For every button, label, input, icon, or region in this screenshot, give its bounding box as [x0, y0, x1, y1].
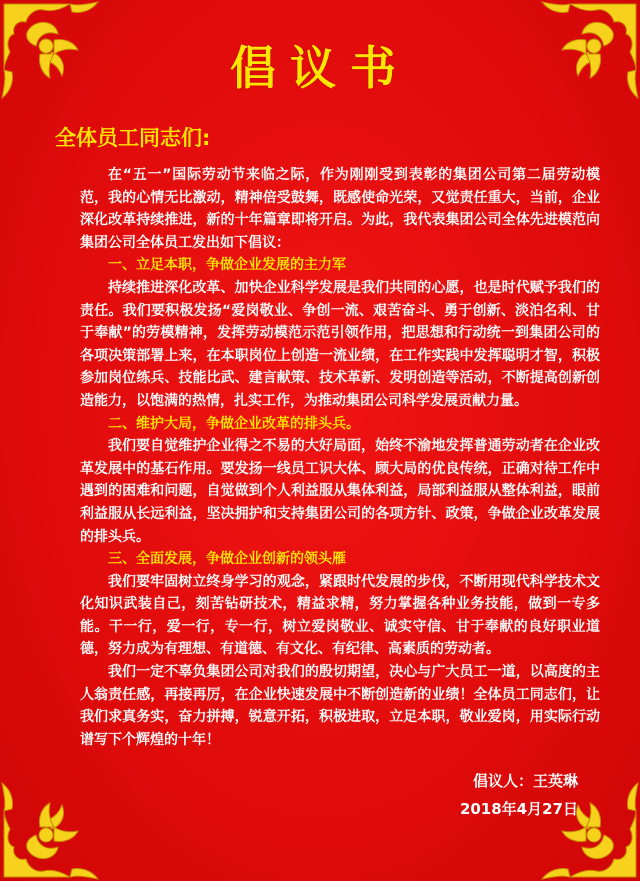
- section-paragraph-2: 我们要自觉维护企业得之不易的大好局面，始终不渝地发挥普通劳动者在企业改革发展中的基石作用。要发扬一线员工识大体、顾大局的优良传统，正确对待工作中遇到的困难和问题，自觉做到个人利益服从集体利益，局部利益服从整体利益，眼前利益服从长远利益，坚决拥护和支持集团公司的各项方针、政策，争做企业改革发展的排头兵。: [80, 438, 600, 545]
- signature: 倡议人：王英琳: [472, 772, 578, 790]
- section-paragraph-3: 我们要牢固树立终身学习的观念，紧跟时代发展的步伐，不断用现代科学技术文化知识武装自己，刻苦钻研技术，精益求精，努力掌握各种业务技能，做到一专多能。干一行，爱一行，专一行，树立爱岗敬业、诚实守信、甘于奉献的良好职业道德，努力成为有理想、有道德、有文化、有纪律、高素质的劳动者。: [80, 573, 600, 658]
- document-title: 倡议书: [230, 41, 410, 95]
- signature-date: 2018年4月27日: [459, 800, 578, 818]
- closing-paragraph: 我们一定不辜负集团公司对我们的殷切期望，决心与广大员工一道，以高度的主人翁责任感，再接再厉，在企业快速发展中不断创造新的业绩！全体员工同志们，让我们求真务实，奋力拼搏，锐意开拓，积极进取，立足本职，敬业爱岗，用实际行动谱写下个辉煌的十年！: [80, 664, 600, 748]
- section-heading-3: 三、全面发展，争做企业创新的领头雁: [108, 551, 346, 568]
- section-paragraph-1: 持续推进深化改革、加快企业科学发展是我们共同的心愿，也是时代赋予我们的责任。我们要积极发扬“爱岗敬业、争创一流、艰苦奋斗、勇于创新、淡泊名利、甘于奉献”的劳模精神，发挥劳动模范示范引领作用，把思想和行动统一到集团公司的各项决策部署上来，在本职岗位上创造一流业绩，在工作实践中发挥聪明才智，积极参加岗位练兵、技能比武、建言献策、技术革新、发明创造等活动，不断提高创新创造能力，以饱满的热情，扎实工作，为推动集团公司科学发展贡献力量。: [80, 279, 600, 409]
- salutation: 全体员工同志们:: [55, 126, 211, 150]
- intro-paragraph: 在“五一”国际劳动节来临之际，作为刚刚受到表彰的集团公司第二届劳动模范，我的心情无比激动，精神倍受鼓舞，既感使命光荣，又觉责任重大，当前，企业深化改革持续推进，新的十年篇章即将开启。为此，我代表集团公司全体先进模范向集团公司全体员工发出如下倡议：: [80, 167, 600, 251]
- document-body: [80, 164, 600, 751]
- section-heading-1: 一、立足本职，争做企业发展的主力军: [108, 257, 346, 274]
- corner-ornament-bottom-left: [0, 761, 120, 881]
- section-heading-2: 二、维护大局，争做企业改革的排头兵。: [108, 415, 360, 432]
